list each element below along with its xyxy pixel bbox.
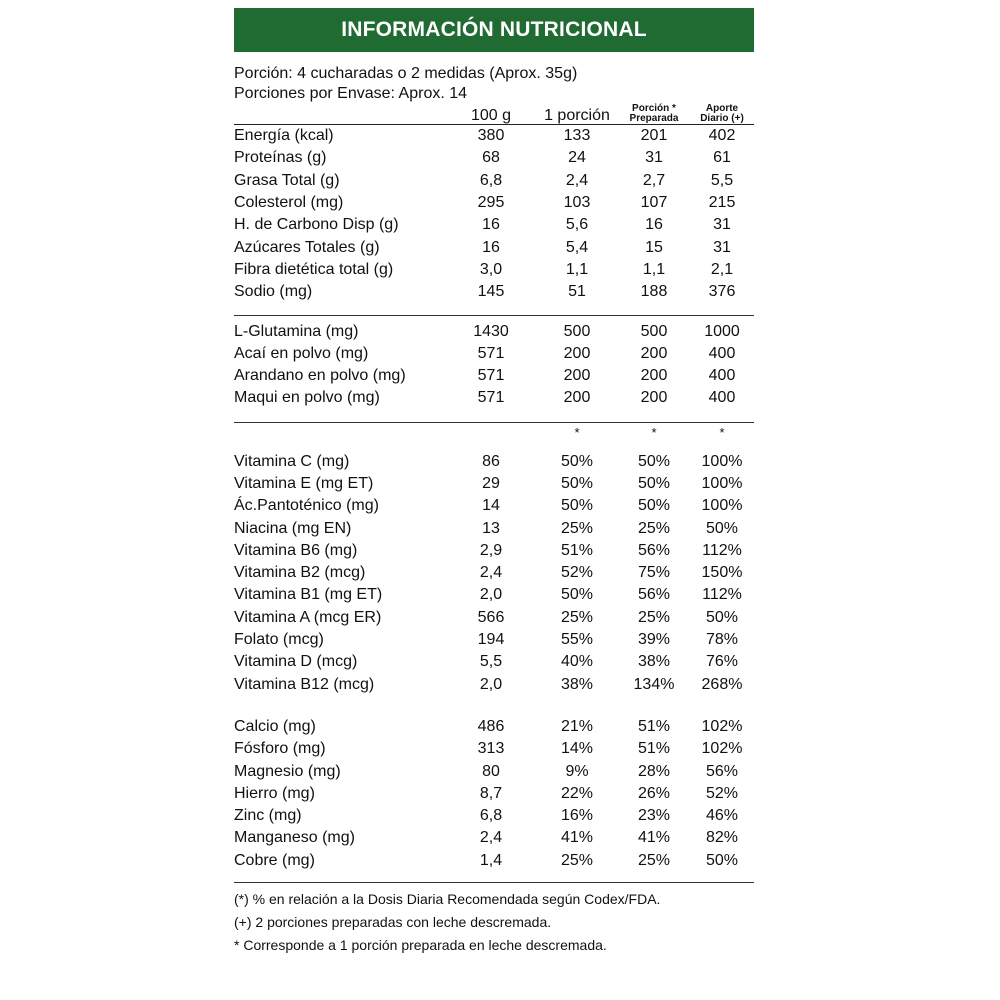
nutrient-value: 26% xyxy=(637,784,671,802)
nutrient-value: 38% xyxy=(560,675,594,693)
nutrient-value: 6,8 xyxy=(479,807,503,825)
nutrient-value: 400 xyxy=(708,344,736,362)
nutrient-value: 566 xyxy=(477,608,505,626)
nutrient-value: 571 xyxy=(477,389,505,407)
nutrition-table xyxy=(234,104,754,882)
nutrient-value: 9% xyxy=(565,762,589,780)
serving-size: Porción: 4 cucharadas o 2 medidas (Aprox. 35g) xyxy=(234,65,578,82)
nutrient-value: 25% xyxy=(637,608,671,626)
header-aporte-diario xyxy=(690,104,754,125)
percent-marker-row xyxy=(234,423,754,443)
table-row xyxy=(234,281,754,303)
table-row xyxy=(234,584,754,606)
serving-info xyxy=(234,64,754,104)
nutrient-name: Arandano en polvo (mg) xyxy=(234,367,406,385)
nutrient-value: 107 xyxy=(640,194,668,212)
nutrient-value: 102% xyxy=(701,740,743,758)
nutrient-value: 200 xyxy=(640,389,668,407)
table-row xyxy=(234,629,754,651)
header-aporte-diario-line2: Diario (+) xyxy=(700,113,744,124)
table-row xyxy=(234,170,754,192)
table-row xyxy=(234,651,754,673)
nutrient-name: Proteínas (g) xyxy=(234,149,327,167)
nutrient-name: Energía (kcal) xyxy=(234,127,334,145)
nutrient-name: Cobre (mg) xyxy=(234,851,315,869)
nutrient-value: 200 xyxy=(563,344,591,362)
table-row xyxy=(234,495,754,517)
servings-per-container: Porciones por Envase: Aprox. 14 xyxy=(234,85,468,102)
header-100g: 100 g xyxy=(470,107,512,124)
nutrient-value: 41% xyxy=(637,829,671,847)
nutrient-name: Zinc (mg) xyxy=(234,807,302,825)
table-header xyxy=(234,104,754,125)
nutrient-value: 2,0 xyxy=(479,586,503,604)
nutrient-value: 16 xyxy=(645,216,663,234)
nutrient-value: 5,4 xyxy=(565,238,589,256)
nutrient-value: 15 xyxy=(645,238,663,256)
nutrition-facts-panel xyxy=(234,8,754,957)
nutrient-name: Colesterol (mg) xyxy=(234,194,344,212)
nutrient-value: 402 xyxy=(708,127,736,145)
nutrient-value: 25% xyxy=(560,519,594,537)
nutrient-name: Vitamina A (mcg ER) xyxy=(234,608,382,626)
nutrient-value: 2,4 xyxy=(565,171,589,189)
nutrient-value: 56% xyxy=(637,586,671,604)
nutrient-value: 68 xyxy=(482,149,500,167)
nutrient-value: 50% xyxy=(637,497,671,515)
nutrient-name: Vitamina E (mg ET) xyxy=(234,475,374,492)
nutrient-value: 25% xyxy=(560,608,594,626)
nutrient-value: 571 xyxy=(477,344,505,362)
nutrient-name: Fibra dietética total (g) xyxy=(234,260,394,278)
nutrient-value: 100% xyxy=(701,497,743,515)
nutrient-value: 200 xyxy=(640,367,668,385)
table-row xyxy=(234,343,754,365)
title-banner xyxy=(234,8,754,52)
nutrient-value: 295 xyxy=(477,194,505,212)
header-porcion-preparada xyxy=(618,104,690,125)
nutrient-value: 145 xyxy=(477,283,505,301)
nutrient-name: Manganeso (mg) xyxy=(234,829,355,847)
table-row xyxy=(234,192,754,214)
nutrient-value: 112% xyxy=(702,541,742,559)
nutrient-value: 51% xyxy=(637,740,671,758)
nutrient-name: Vitamina C (mg) xyxy=(234,452,350,470)
footnote-prepared-portion: * Corresponde a 1 porción preparada en leche descremada. xyxy=(234,936,607,953)
nutrient-value: 51 xyxy=(568,283,586,301)
nutrient-value: 61 xyxy=(713,149,731,167)
nutrient-value: 400 xyxy=(708,389,736,407)
table-row xyxy=(234,451,754,473)
nutrient-value: 2,4 xyxy=(479,564,503,582)
nutrient-name: Vitamina D (mcg) xyxy=(234,653,358,671)
nutrient-value: 16 xyxy=(482,216,500,234)
nutrient-value: 50% xyxy=(637,452,671,470)
nutrient-name: H. de Carbono Disp (g) xyxy=(234,216,399,234)
nutrient-name: Ác.Pantoténico (mg) xyxy=(234,497,379,515)
table-row xyxy=(234,236,754,258)
nutrient-value: 52% xyxy=(560,564,594,582)
nutrient-value: 13 xyxy=(482,519,500,537)
nutrient-name: Fósforo (mg) xyxy=(234,740,326,758)
nutrient-value: 3,0 xyxy=(479,260,503,278)
nutrient-value: 25% xyxy=(560,851,594,869)
table-row xyxy=(234,805,754,827)
nutrient-value: 50% xyxy=(705,851,739,869)
nutrient-value: 51% xyxy=(637,717,671,735)
nutrient-name: Niacina (mg EN) xyxy=(234,519,352,537)
header-porcion-preparada-line2: Preparada xyxy=(629,113,679,124)
nutrient-value: 313 xyxy=(477,740,505,758)
nutrient-value: 31 xyxy=(713,238,731,256)
nutrient-value: 2,7 xyxy=(642,171,666,189)
table-row xyxy=(234,562,754,584)
nutrient-value: 31 xyxy=(713,216,731,234)
nutrient-value: 5,5 xyxy=(710,171,734,189)
table-row xyxy=(234,316,754,342)
header-porcion-preparada-line1: Porción * xyxy=(632,103,676,114)
nutrient-value: 56% xyxy=(705,762,739,780)
nutrient-value: 40% xyxy=(560,653,594,671)
vitamins-section xyxy=(234,451,754,696)
nutrient-name: Folato (mcg) xyxy=(234,631,324,649)
nutrient-value: 200 xyxy=(563,389,591,407)
nutrient-value: 51% xyxy=(560,541,594,559)
nutrient-value: * xyxy=(719,424,725,440)
nutrient-value: 1000 xyxy=(704,322,740,340)
table-row xyxy=(234,147,754,169)
nutrient-value: 25% xyxy=(637,519,671,537)
nutrient-value: 215 xyxy=(708,194,736,212)
nutrient-name: Vitamina B12 (mcg) xyxy=(234,675,375,693)
nutrient-value: 16 xyxy=(482,238,500,256)
nutrient-name: Azúcares Totales (g) xyxy=(234,238,380,256)
nutrient-name: Sodio (mg) xyxy=(234,283,313,301)
nutrient-value: 2,4 xyxy=(479,829,503,847)
nutrient-value: 55% xyxy=(560,631,594,649)
nutrient-name: Calcio (mg) xyxy=(234,717,316,735)
nutrient-name: Acaí en polvo (mg) xyxy=(234,344,369,362)
nutrient-value: 268% xyxy=(701,675,743,693)
table-row xyxy=(234,214,754,236)
nutrient-value: 82% xyxy=(705,829,739,847)
nutrient-value: 500 xyxy=(563,322,591,340)
nutrient-value: 500 xyxy=(640,322,668,340)
table-row xyxy=(234,517,754,539)
table-row xyxy=(234,760,754,782)
footnote-codex: (*) % en relación a la Dosis Diaria Recomendada según Codex/FDA. xyxy=(234,890,661,907)
nutrient-value: 50% xyxy=(705,519,739,537)
table-row xyxy=(234,387,754,409)
nutrient-value: 76% xyxy=(705,653,739,671)
nutrient-value: 100% xyxy=(701,475,743,492)
table-row xyxy=(234,365,754,387)
nutrient-value: 31 xyxy=(645,149,663,167)
nutrient-value: 41% xyxy=(560,829,594,847)
nutrient-value: 56% xyxy=(637,541,671,559)
nutrient-value: 86 xyxy=(482,452,500,470)
nutrient-value: 75% xyxy=(637,564,671,582)
nutrient-value: 29 xyxy=(482,475,500,492)
nutrient-value: 1430 xyxy=(473,322,509,340)
nutrient-name: Maqui en polvo (mg) xyxy=(234,389,380,407)
nutrient-value: 376 xyxy=(708,283,736,301)
nutrient-value: 50% xyxy=(637,475,671,492)
table-row xyxy=(234,850,754,872)
percent-marker-row xyxy=(234,423,754,443)
nutrient-value: 112% xyxy=(702,586,742,604)
nutrient-value: 14 xyxy=(482,497,500,515)
nutrient-value: 134% xyxy=(633,675,675,693)
nutrient-value: 200 xyxy=(563,367,591,385)
nutrient-value: 6,8 xyxy=(479,171,503,189)
additives-section xyxy=(234,316,754,409)
nutrient-value: 25% xyxy=(637,851,671,869)
table-row xyxy=(234,540,754,562)
page-title: INFORMACIÓN NUTRICIONAL xyxy=(341,18,647,41)
nutrient-value: 50% xyxy=(705,608,739,626)
footnotes xyxy=(234,888,754,957)
nutrient-value xyxy=(446,423,536,443)
nutrient-value: 39% xyxy=(637,631,671,649)
nutrient-value: 22% xyxy=(560,784,594,802)
table-row xyxy=(234,473,754,495)
nutrient-value: 46% xyxy=(705,807,739,825)
nutrient-value: 150% xyxy=(701,564,743,582)
nutrient-value: 21% xyxy=(560,717,594,735)
nutrient-value: 102% xyxy=(701,717,743,735)
nutrient-value: 194 xyxy=(477,631,505,649)
nutrient-name: L-Glutamina (mg) xyxy=(234,322,359,340)
footnote-daily-intake: (+) 2 porciones preparadas con leche descremada. xyxy=(234,913,552,930)
header-blank xyxy=(234,104,446,125)
nutrient-value: 50% xyxy=(560,497,594,515)
nutrient-value: 24 xyxy=(568,149,586,167)
table-row xyxy=(234,716,754,738)
nutrient-name: Vitamina B2 (mcg) xyxy=(234,564,366,582)
table-row xyxy=(234,125,754,148)
nutrient-name: Vitamina B1 (mg ET) xyxy=(234,586,383,604)
footnote-divider xyxy=(234,882,754,883)
nutrient-value: 16% xyxy=(560,807,594,825)
nutrient-value: 103 xyxy=(563,194,591,212)
nutrient-value: 50% xyxy=(560,586,594,604)
nutrient-value: 1,4 xyxy=(479,851,503,869)
nutrient-value: * xyxy=(574,424,580,440)
nutrient-name xyxy=(234,423,446,443)
table-row xyxy=(234,674,754,696)
nutrient-value: 400 xyxy=(708,367,736,385)
nutrient-value: 5,6 xyxy=(565,216,589,234)
nutrient-value: 100% xyxy=(701,452,743,470)
nutrient-name: Grasa Total (g) xyxy=(234,171,340,189)
nutrient-value: 28% xyxy=(637,762,671,780)
minerals-section xyxy=(234,716,754,872)
nutrient-name: Hierro (mg) xyxy=(234,784,315,802)
nutrient-value: 200 xyxy=(640,344,668,362)
nutrient-value: 8,7 xyxy=(479,784,503,802)
nutrient-value: 52% xyxy=(705,784,739,802)
nutrient-value: 2,0 xyxy=(479,675,503,693)
nutrient-value: 133 xyxy=(563,127,591,145)
nutrient-value: 571 xyxy=(477,367,505,385)
table-row xyxy=(234,783,754,805)
nutrient-value: 201 xyxy=(640,127,668,145)
header-aporte-diario-line1: Aporte xyxy=(705,103,739,114)
nutrient-value: 1,1 xyxy=(642,260,666,278)
nutrient-value: 5,5 xyxy=(479,653,503,671)
table-row xyxy=(234,607,754,629)
nutrient-value: 38% xyxy=(637,653,671,671)
nutrient-value: 80 xyxy=(482,762,500,780)
nutrient-value: 23% xyxy=(637,807,671,825)
nutrient-name: Vitamina B6 (mg) xyxy=(234,541,358,559)
table-row xyxy=(234,827,754,849)
header-1-porcion: 1 porción xyxy=(544,107,610,124)
nutrient-value: 2,1 xyxy=(710,260,734,278)
nutrient-value: 78% xyxy=(705,631,739,649)
nutrient-value: * xyxy=(651,424,657,440)
macros-section xyxy=(234,125,754,304)
table-row xyxy=(234,738,754,760)
nutrient-value: 188 xyxy=(640,283,668,301)
nutrient-value: 380 xyxy=(477,127,505,145)
table-row xyxy=(234,259,754,281)
nutrient-name: Magnesio (mg) xyxy=(234,762,341,780)
nutrient-value: 486 xyxy=(477,717,505,735)
nutrient-value: 1,1 xyxy=(565,260,589,278)
nutrient-value: 14% xyxy=(560,740,594,758)
nutrient-value: 2,9 xyxy=(479,541,503,559)
nutrient-value: 50% xyxy=(560,452,594,470)
nutrient-value: 50% xyxy=(560,475,594,492)
